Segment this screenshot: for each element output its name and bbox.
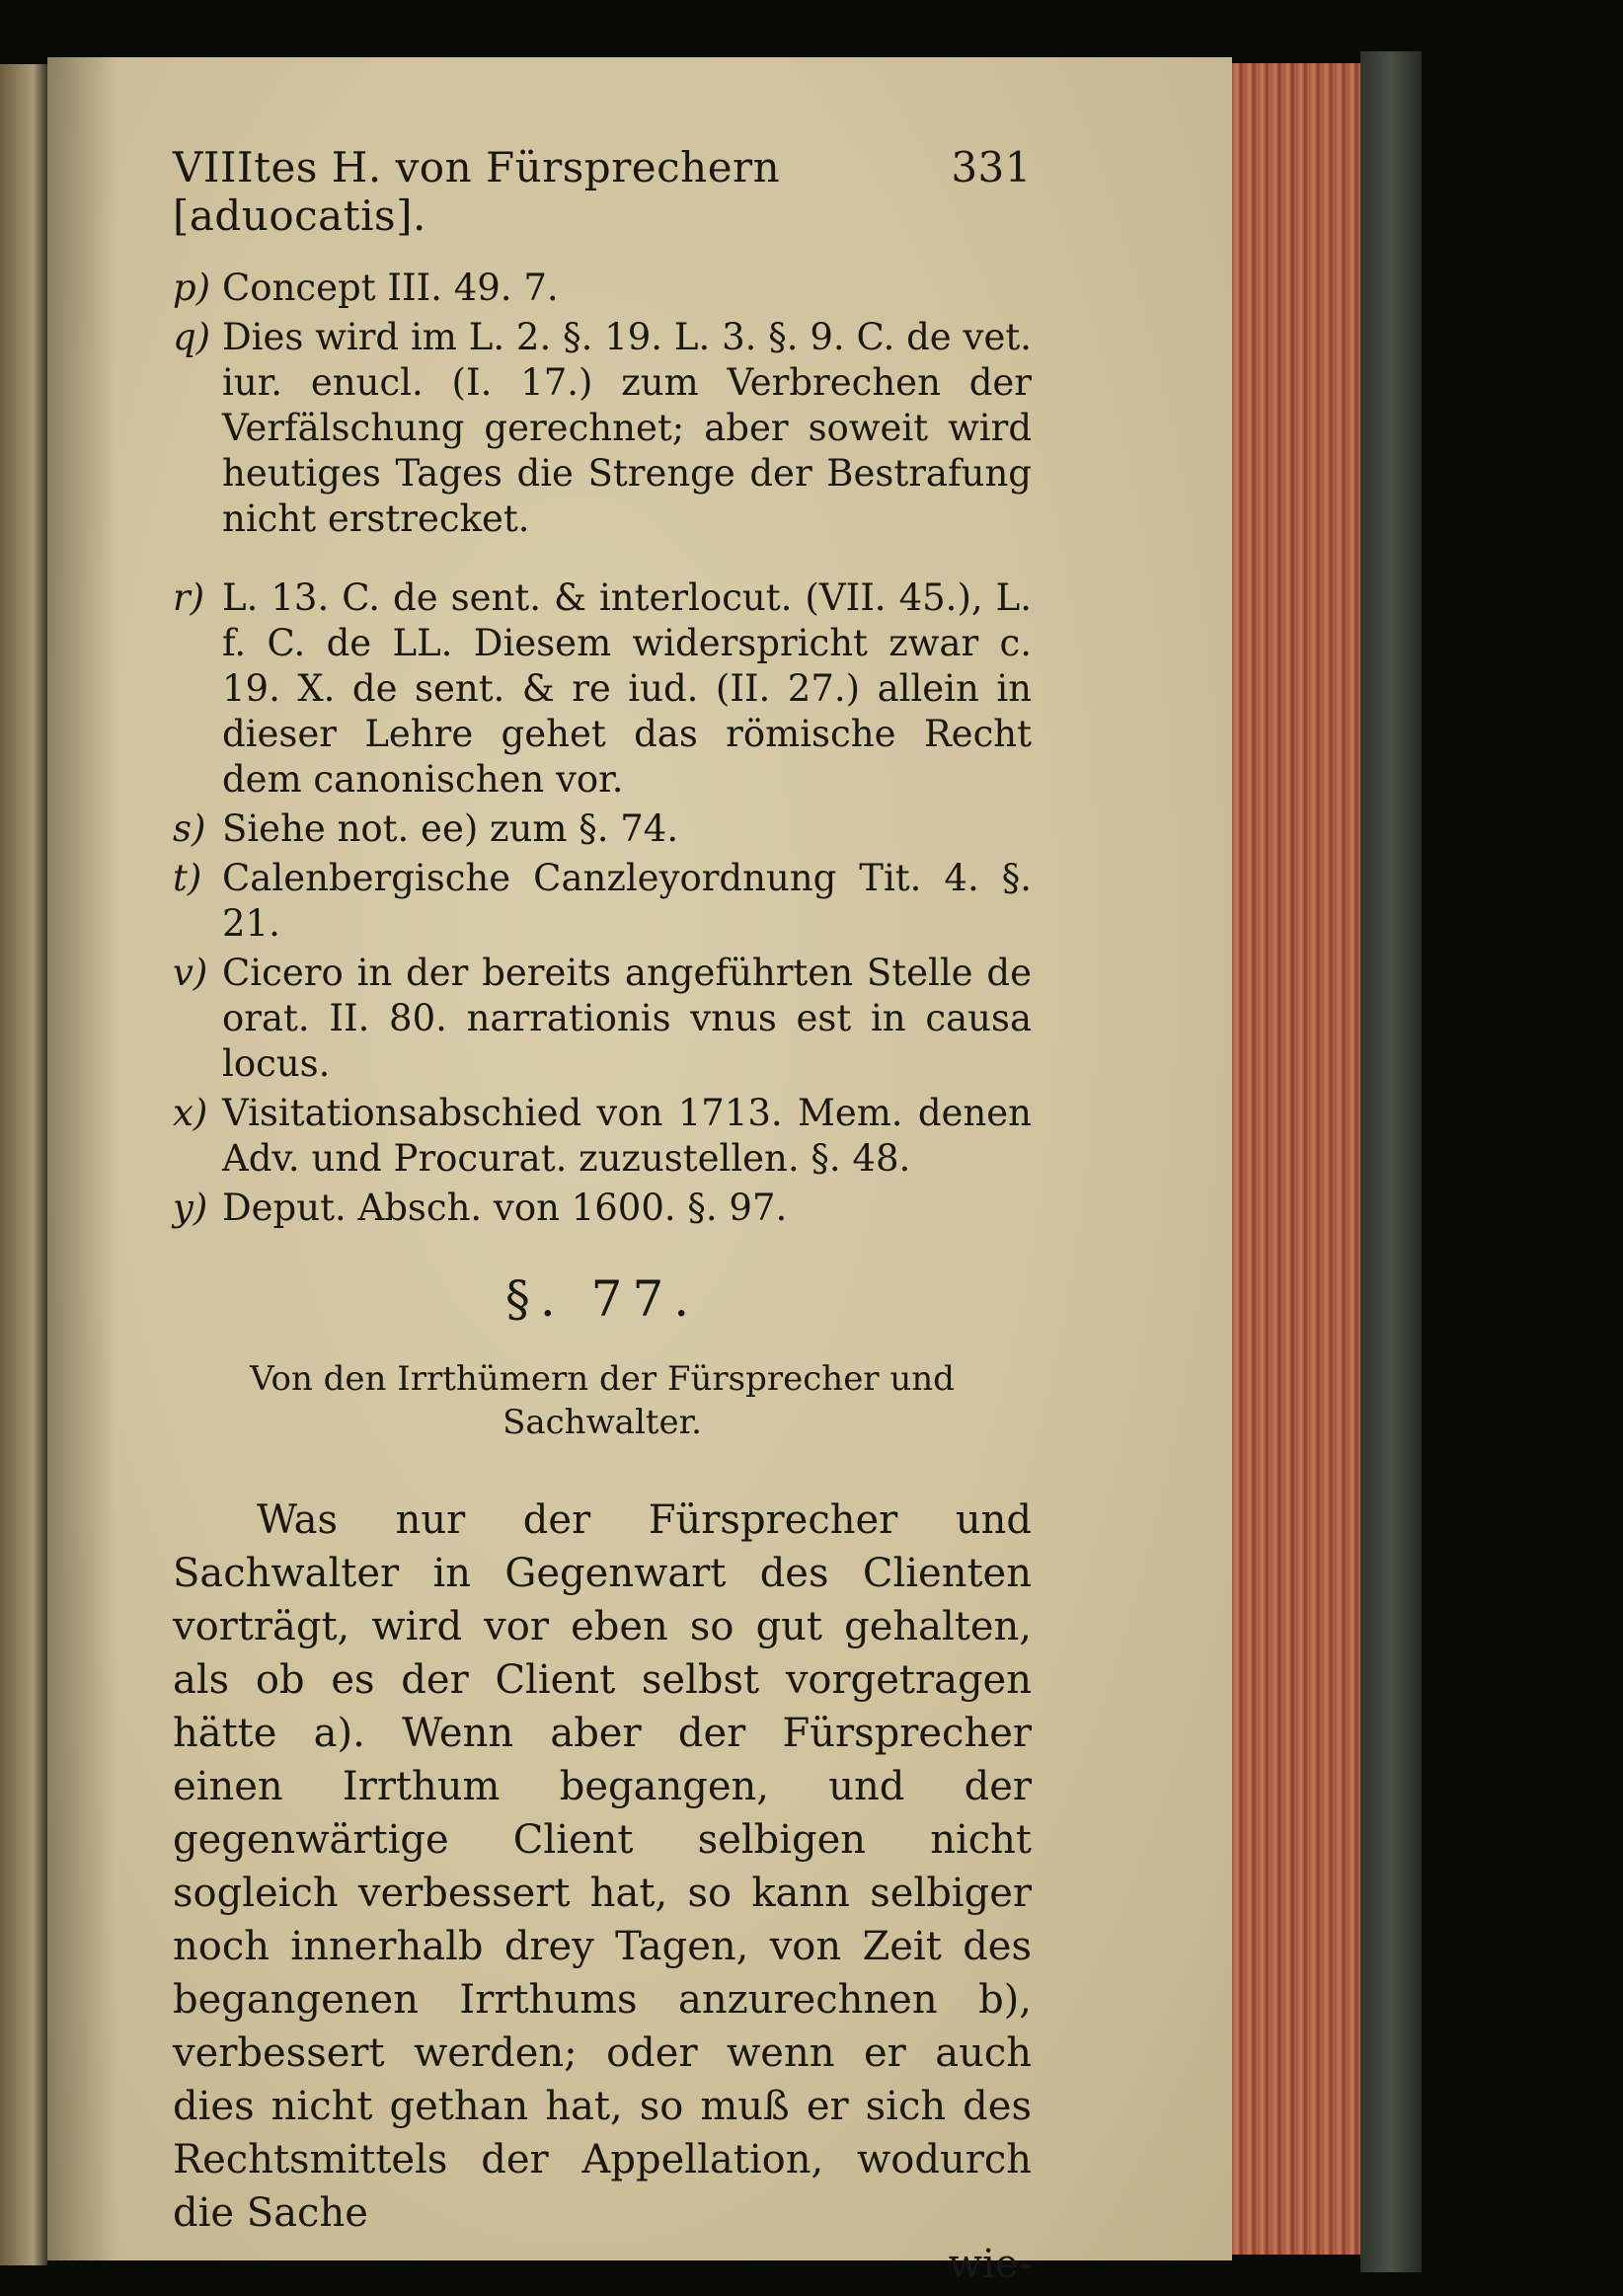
section-title: Von den Irrthümern der Fürsprecher und Sachwalter.	[250, 1359, 955, 1442]
footnote-text: L. 13. C. de sent. & interlocut. (VII. 45.), L. f. C. de LL. Diesem widerspricht zwar c. 19. X. de sent. & re iud. (II. 27.) allein in dieser Lehre gehet das römische Recht dem canonischen vor.	[222, 576, 1032, 801]
running-header	[173, 143, 1032, 240]
footnote-text: Dies wird im L. 2. §. 19. L. 3. §. 9. C. de vet. iur. enucl. (I. 17.) zum Verbrechen der Verfälschung gerechnet; aber soweit wird heutiges Tages die Strenge der Bestrafung nicht erstrecket.	[222, 316, 1032, 540]
page-number: 331	[951, 143, 1032, 191]
book-cover	[1360, 51, 1422, 2272]
footnote	[173, 266, 1032, 311]
footnote-mark: q)	[173, 316, 211, 358]
footnote-mark: p)	[173, 267, 211, 309]
footnote	[173, 575, 1032, 803]
footnote-text: Concept III. 49. 7.	[222, 267, 559, 309]
footnote-text: Cicero in der bereits angeführten Stelle de orat. II. 80. narrationis vnus est in causa locus.	[222, 952, 1032, 1085]
footnote	[173, 315, 1032, 542]
footnote-mark: y)	[173, 1186, 208, 1229]
gutter-shadow	[47, 57, 116, 2260]
footnote	[173, 806, 1032, 852]
footnote-mark: x)	[173, 1092, 208, 1134]
footnote-text: Deput. Absch. von 1600. §. 97.	[222, 1186, 788, 1229]
footnotes	[173, 266, 1032, 1231]
footnote	[173, 951, 1032, 1087]
footnote	[173, 856, 1032, 947]
page-edges	[1232, 63, 1360, 2255]
footnote	[173, 1186, 1032, 1231]
facing-page-edge	[0, 64, 47, 2265]
body-paragraph: Was nur der Fürsprecher und Sachwalter in Gegenwart des Clienten vorträgt, wird vor eben so gut gehalten, als ob es der Client selbst vorgetragen hätte a). Wenn aber der Fürsprecher einen Irrthum begangen, und der gegenwärtige Client selbigen nicht sogleich verbessert hat, so kann selbiger noch innerhalb drey Tagen, von Zeit des begangenen Irrthums anzurechnen b), verbessert werden; oder wenn er auch dies nicht gethan hat, so muß er sich des Rechtsmittels der Appellation, wodurch die Sache	[173, 1497, 1032, 2236]
footnote	[173, 1091, 1032, 1182]
footnote-mark: v)	[173, 952, 208, 994]
text-block	[173, 143, 1032, 2287]
footnote-mark: t)	[173, 857, 202, 899]
section-number: §. 77.	[504, 1270, 700, 1328]
running-title: VIIItes H. von Fürsprechern [aduocatis].	[173, 143, 781, 240]
footnote-mark: r)	[173, 576, 205, 619]
footnote-text: Visitationsabschied von 1713. Mem. denen Adv. und Procurat. zuzustellen. §. 48.	[222, 1092, 1032, 1180]
footnote-text: Siehe not. ee) zum §. 74.	[222, 807, 679, 850]
footnote-text: Calenbergische Canzleyordnung Tit. 4. §. 21.	[222, 857, 1032, 945]
footnote-mark: s)	[173, 807, 206, 850]
catchword: wie-	[948, 2242, 1032, 2287]
